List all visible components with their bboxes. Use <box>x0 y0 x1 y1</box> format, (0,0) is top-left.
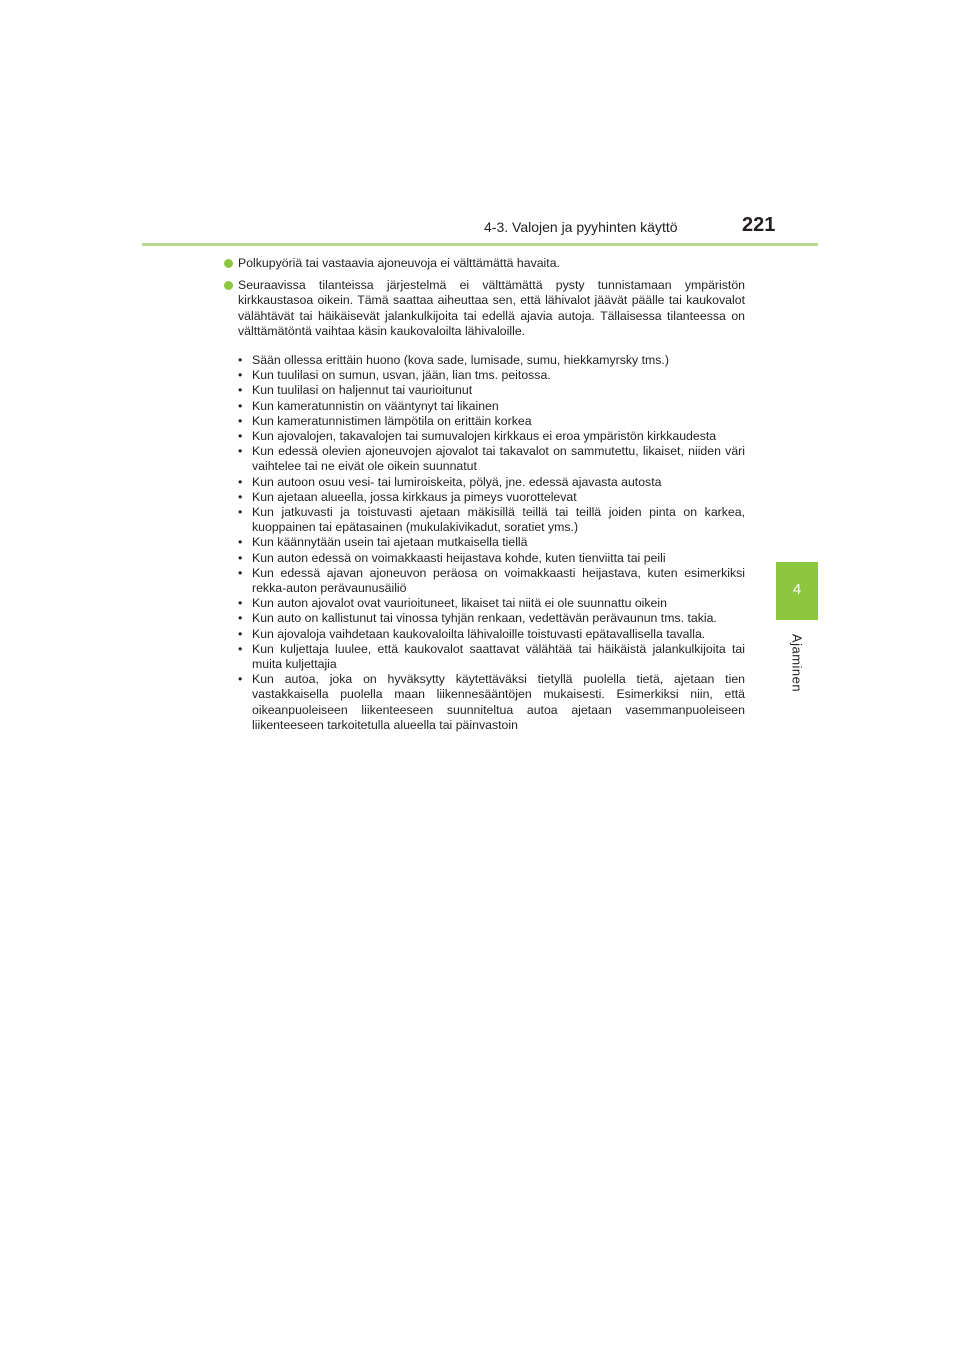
list-item <box>224 490 745 505</box>
list-item-text: Kun käännytään usein tai ajetaan mutkaisella tiellä <box>252 535 528 550</box>
list-item <box>224 414 745 429</box>
list-item <box>224 627 745 642</box>
list-item-text: Kun ajovalojen, takavalojen tai sumuvalojen kirkkaus ei eroa ympäristön kirkkaudesta <box>252 429 717 444</box>
list-item <box>224 429 745 444</box>
bullet-icon: • <box>238 429 243 444</box>
list-item <box>224 551 745 566</box>
list-item <box>224 475 745 490</box>
bullet-icon: • <box>238 383 243 398</box>
condition-list <box>224 353 745 733</box>
bullet-icon: • <box>238 535 243 550</box>
list-item-text: Kun autoa, joka on hyväksytty käytettäväksi tietyllä puolella tietä, ajetaan tien vastakkaisella puolella maan liikennesääntöjen mukaisesti. Esimerkiksi niin, että oikeanpuoleiseen liikenteeseen suunniteltua autoa ajetaan vasemmanpuoleiseen liikenteeseen tarkoitetulla alueella tai päinvastoin <box>252 672 745 732</box>
list-item <box>224 368 745 383</box>
list-item-text: Kun kuljettaja luulee, että kaukovalot saattavat välähtää tai häikäistä jalankulkijoita tai muita kuljettajia <box>252 641 745 672</box>
page-body <box>224 256 745 733</box>
chapter-tab: 4 <box>776 562 818 620</box>
header-divider <box>142 243 818 246</box>
paragraph-1 <box>224 256 745 271</box>
list-item <box>224 672 745 733</box>
paragraph-2 <box>224 278 745 339</box>
list-item <box>224 353 745 368</box>
chapter-label <box>776 628 818 698</box>
list-item-text: Kun kameratunnistin on vääntynyt tai likainen <box>252 398 499 413</box>
bullet-icon: • <box>238 474 243 489</box>
list-item-text: Kun kameratunnistimen lämpötila on erittäin korkea <box>252 413 532 428</box>
bullet-icon: • <box>238 368 243 383</box>
list-item-text: Kun autoon osuu vesi- tai lumiroiskeita, pölyä, jne. edessä ajavasta autosta <box>252 474 662 489</box>
page-number: 221 <box>742 214 776 236</box>
list-item <box>224 535 745 550</box>
list-item-text: Kun auton edessä on voimakkaasti heijastava kohde, kuten tienviitta tai peili <box>252 550 666 565</box>
list-item-text: Kun jatkuvasti ja toistuvasti ajetaan mäkisillä teillä tai teillä joiden pinta on karkea, kuoppainen tai epätasainen (mukulakivikadut, soratiet yms.) <box>252 505 745 535</box>
bullet-icon: • <box>238 444 243 459</box>
list-item <box>224 444 745 474</box>
list-item <box>224 566 745 596</box>
green-circle-icon <box>224 281 233 290</box>
list-item <box>224 505 745 535</box>
bullet-icon: • <box>238 489 243 504</box>
list-item-text: Kun edessä olevien ajoneuvojen ajovalot tai takavalot on sammutettu, likaiset, niiden väri vaihtelee tai ne eivät ole oikein suunnatut <box>252 444 745 474</box>
bullet-icon: • <box>238 398 243 413</box>
bullet-icon: • <box>238 626 243 641</box>
bullet-icon: • <box>238 672 243 687</box>
bullet-icon: • <box>238 505 243 520</box>
list-item <box>224 642 745 672</box>
bullet-icon: • <box>238 611 243 626</box>
list-item-text: Sään ollessa erittäin huono (kova sade, lumisade, sumu, hiekkamyrsky tms.) <box>252 353 669 368</box>
list-item-text: Kun auton ajovalot ovat vaurioituneet, likaiset tai niitä ei ole suunnattu oikein <box>252 596 667 611</box>
list-item-text: Kun ajetaan alueella, jossa kirkkaus ja pimeys vuorottelevat <box>252 489 577 504</box>
list-item-text: Kun ajovaloja vaihdetaan kaukovaloilta lähivaloille toistuvasti epätavallisella tavalla. <box>252 626 706 641</box>
bullet-icon: • <box>238 565 243 580</box>
paragraph-text: Seuraavissa tilanteissa järjestelmä ei välttämättä pysty tunnistamaan ympäristön kirkkaustasoa oikein. Tämä saattaa aiheuttaa sen, että lähivalot jäävät päälle tai kaukovalot välähtävät tai häikäisevät jalankulkijoita tai edellä ajavia autoja. Tällaisessa tilanteessa on välttämätöntä vaihtaa käsin kaukovaloilta lähivaloille. <box>238 278 745 338</box>
chapter-label-text: Ajaminen <box>789 633 805 693</box>
list-item <box>224 383 745 398</box>
bullet-icon: • <box>238 641 243 656</box>
green-circle-icon <box>224 259 233 268</box>
bullet-icon: • <box>238 353 243 368</box>
list-item <box>224 596 745 611</box>
bullet-icon: • <box>238 550 243 565</box>
list-item-text: Kun edessä ajavan ajoneuvon peräosa on voimakkaasti heijastava, kuten esimerkiksi rekka-auton perävaunusäiliö <box>252 565 745 596</box>
list-item-text: Kun tuulilasi on sumun, usvan, jään, lian tms. peitossa. <box>252 368 551 383</box>
list-item <box>224 399 745 414</box>
bullet-icon: • <box>238 596 243 611</box>
section-title: 4-3. Valojen ja pyyhinten käyttö <box>484 219 678 235</box>
list-item-text: Kun tuulilasi on haljennut tai vaurioitunut <box>252 383 473 398</box>
list-item <box>224 611 745 626</box>
bullet-icon: • <box>238 413 243 428</box>
paragraph-text: Polkupyöriä tai vastaavia ajoneuvoja ei välttämättä havaita. <box>238 256 560 270</box>
list-item-text: Kun auto on kallistunut tai vinossa tyhjän renkaan, vedettävän perävaunun tms. takia. <box>252 611 717 626</box>
